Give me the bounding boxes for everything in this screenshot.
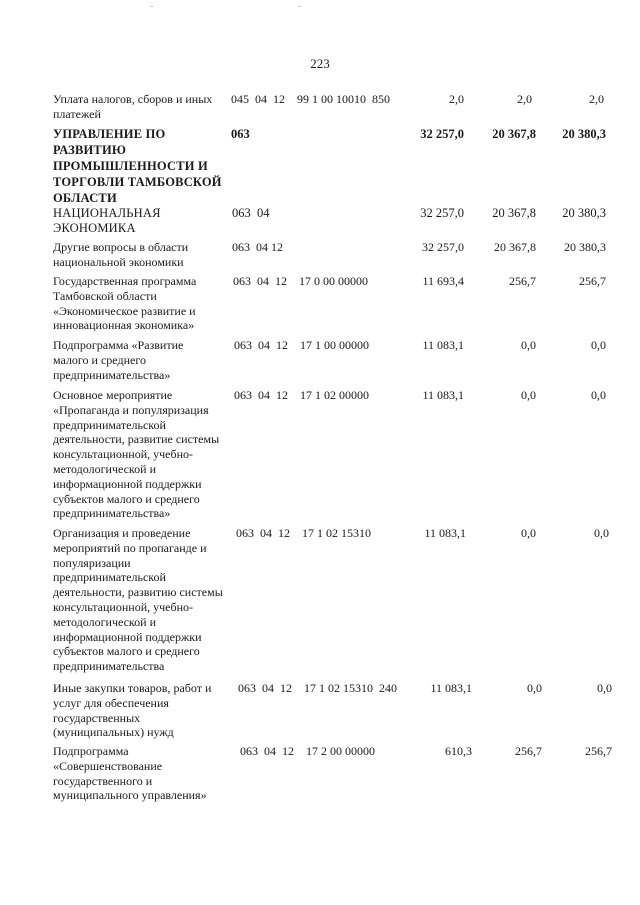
value-col-2: 256,7 bbox=[509, 274, 536, 288]
row-description: Уплата налогов, сборов и иных платежей bbox=[53, 92, 213, 121]
value-col-1: 11 083,1 bbox=[422, 388, 464, 402]
row-description: Подпрограмма «Развитие малого и среднего предпринимательства» bbox=[53, 338, 184, 382]
row-code: 063 04 bbox=[232, 206, 270, 220]
value-col-1: 11 693,4 bbox=[422, 274, 464, 288]
value-col-2: 0,0 bbox=[527, 681, 542, 695]
value-col-3: 20 380,3 bbox=[562, 206, 606, 220]
row-description: Иные закупки товаров, работ и услуг для обеспечения государственных (муниципальных) нужд bbox=[53, 681, 212, 740]
value-col-3: 256,7 bbox=[585, 744, 612, 758]
value-col-1: 32 257,0 bbox=[420, 127, 464, 141]
row-code: 045 04 12 99 1 00 10010 850 bbox=[231, 92, 390, 106]
value-col-1: 2,0 bbox=[449, 92, 464, 106]
row-code: 063 04 12 17 1 02 15310 240 bbox=[238, 681, 397, 695]
value-col-2: 0,0 bbox=[521, 338, 536, 352]
value-col-3: 0,0 bbox=[594, 526, 609, 540]
value-col-3: 20 380,3 bbox=[562, 127, 606, 141]
row-code: 063 04 12 17 2 00 00000 bbox=[240, 744, 375, 758]
page-number: 223 bbox=[310, 56, 330, 71]
value-col-3: 0,0 bbox=[591, 338, 606, 352]
value-col-1: 11 083,1 bbox=[430, 681, 472, 695]
value-col-2: 20 367,8 bbox=[492, 127, 536, 141]
row-description: НАЦИОНАЛЬНАЯ ЭКОНОМИКА bbox=[53, 206, 161, 235]
row-description: Основное мероприятие «Пропаганда и популяризация предпринимательской деятельности, развитие системы консультационной, учебно-методологической и информационной поддержки субъектов малого и среднего предпринимательства» bbox=[53, 388, 220, 521]
row-code: 063 04 12 17 0 00 00000 bbox=[233, 274, 368, 288]
value-col-2: 2,0 bbox=[517, 92, 532, 106]
value-col-1: 11 083,1 bbox=[424, 526, 466, 540]
row-description: Организация и проведение мероприятий по пропаганде и популяризации предпринимательской деятельности, развитию системы консультационной, учебно-методологической и информационной поддержки субъектов малого и среднего предпринимательства bbox=[53, 526, 223, 674]
scan-artifact bbox=[150, 6, 153, 7]
value-col-2: 0,0 bbox=[521, 526, 536, 540]
value-col-3: 0,0 bbox=[591, 388, 606, 402]
value-col-2: 20 367,8 bbox=[492, 206, 536, 220]
value-col-2: 256,7 bbox=[515, 744, 542, 758]
row-description: Подпрограмма «Совершенствование государственного и муниципального управления» bbox=[53, 744, 207, 803]
scan-artifact bbox=[298, 6, 301, 7]
row-description: УПРАВЛЕНИЕ ПО РАЗВИТИЮ ПРОМЫШЛЕННОСТИ И ТОРГОВЛИ ТАМБОВСКОЙ ОБЛАСТИ bbox=[53, 127, 222, 205]
value-col-3: 256,7 bbox=[579, 274, 606, 288]
value-col-2: 20 367,8 bbox=[494, 240, 536, 254]
value-col-2: 0,0 bbox=[521, 388, 536, 402]
row-code: 063 bbox=[231, 127, 250, 141]
row-description: Другие вопросы в области национальной экономики bbox=[53, 240, 189, 269]
row-code: 063 04 12 17 1 02 15310 bbox=[236, 526, 371, 540]
value-col-3: 20 380,3 bbox=[564, 240, 606, 254]
value-col-1: 610,3 bbox=[445, 744, 472, 758]
value-col-1: 32 257,0 bbox=[422, 240, 464, 254]
value-col-1: 11 083,1 bbox=[422, 338, 464, 352]
row-code: 063 04 12 17 1 00 00000 bbox=[234, 338, 369, 352]
value-col-3: 2,0 bbox=[589, 92, 604, 106]
row-code: 063 04 12 17 1 02 00000 bbox=[234, 388, 369, 402]
row-code: 063 04 12 bbox=[232, 240, 283, 254]
row-description: Государственная программа Тамбовской области «Экономическое развитие и инновационная экономика» bbox=[53, 274, 197, 333]
value-col-3: 0,0 bbox=[597, 681, 612, 695]
value-col-1: 32 257,0 bbox=[420, 206, 464, 220]
